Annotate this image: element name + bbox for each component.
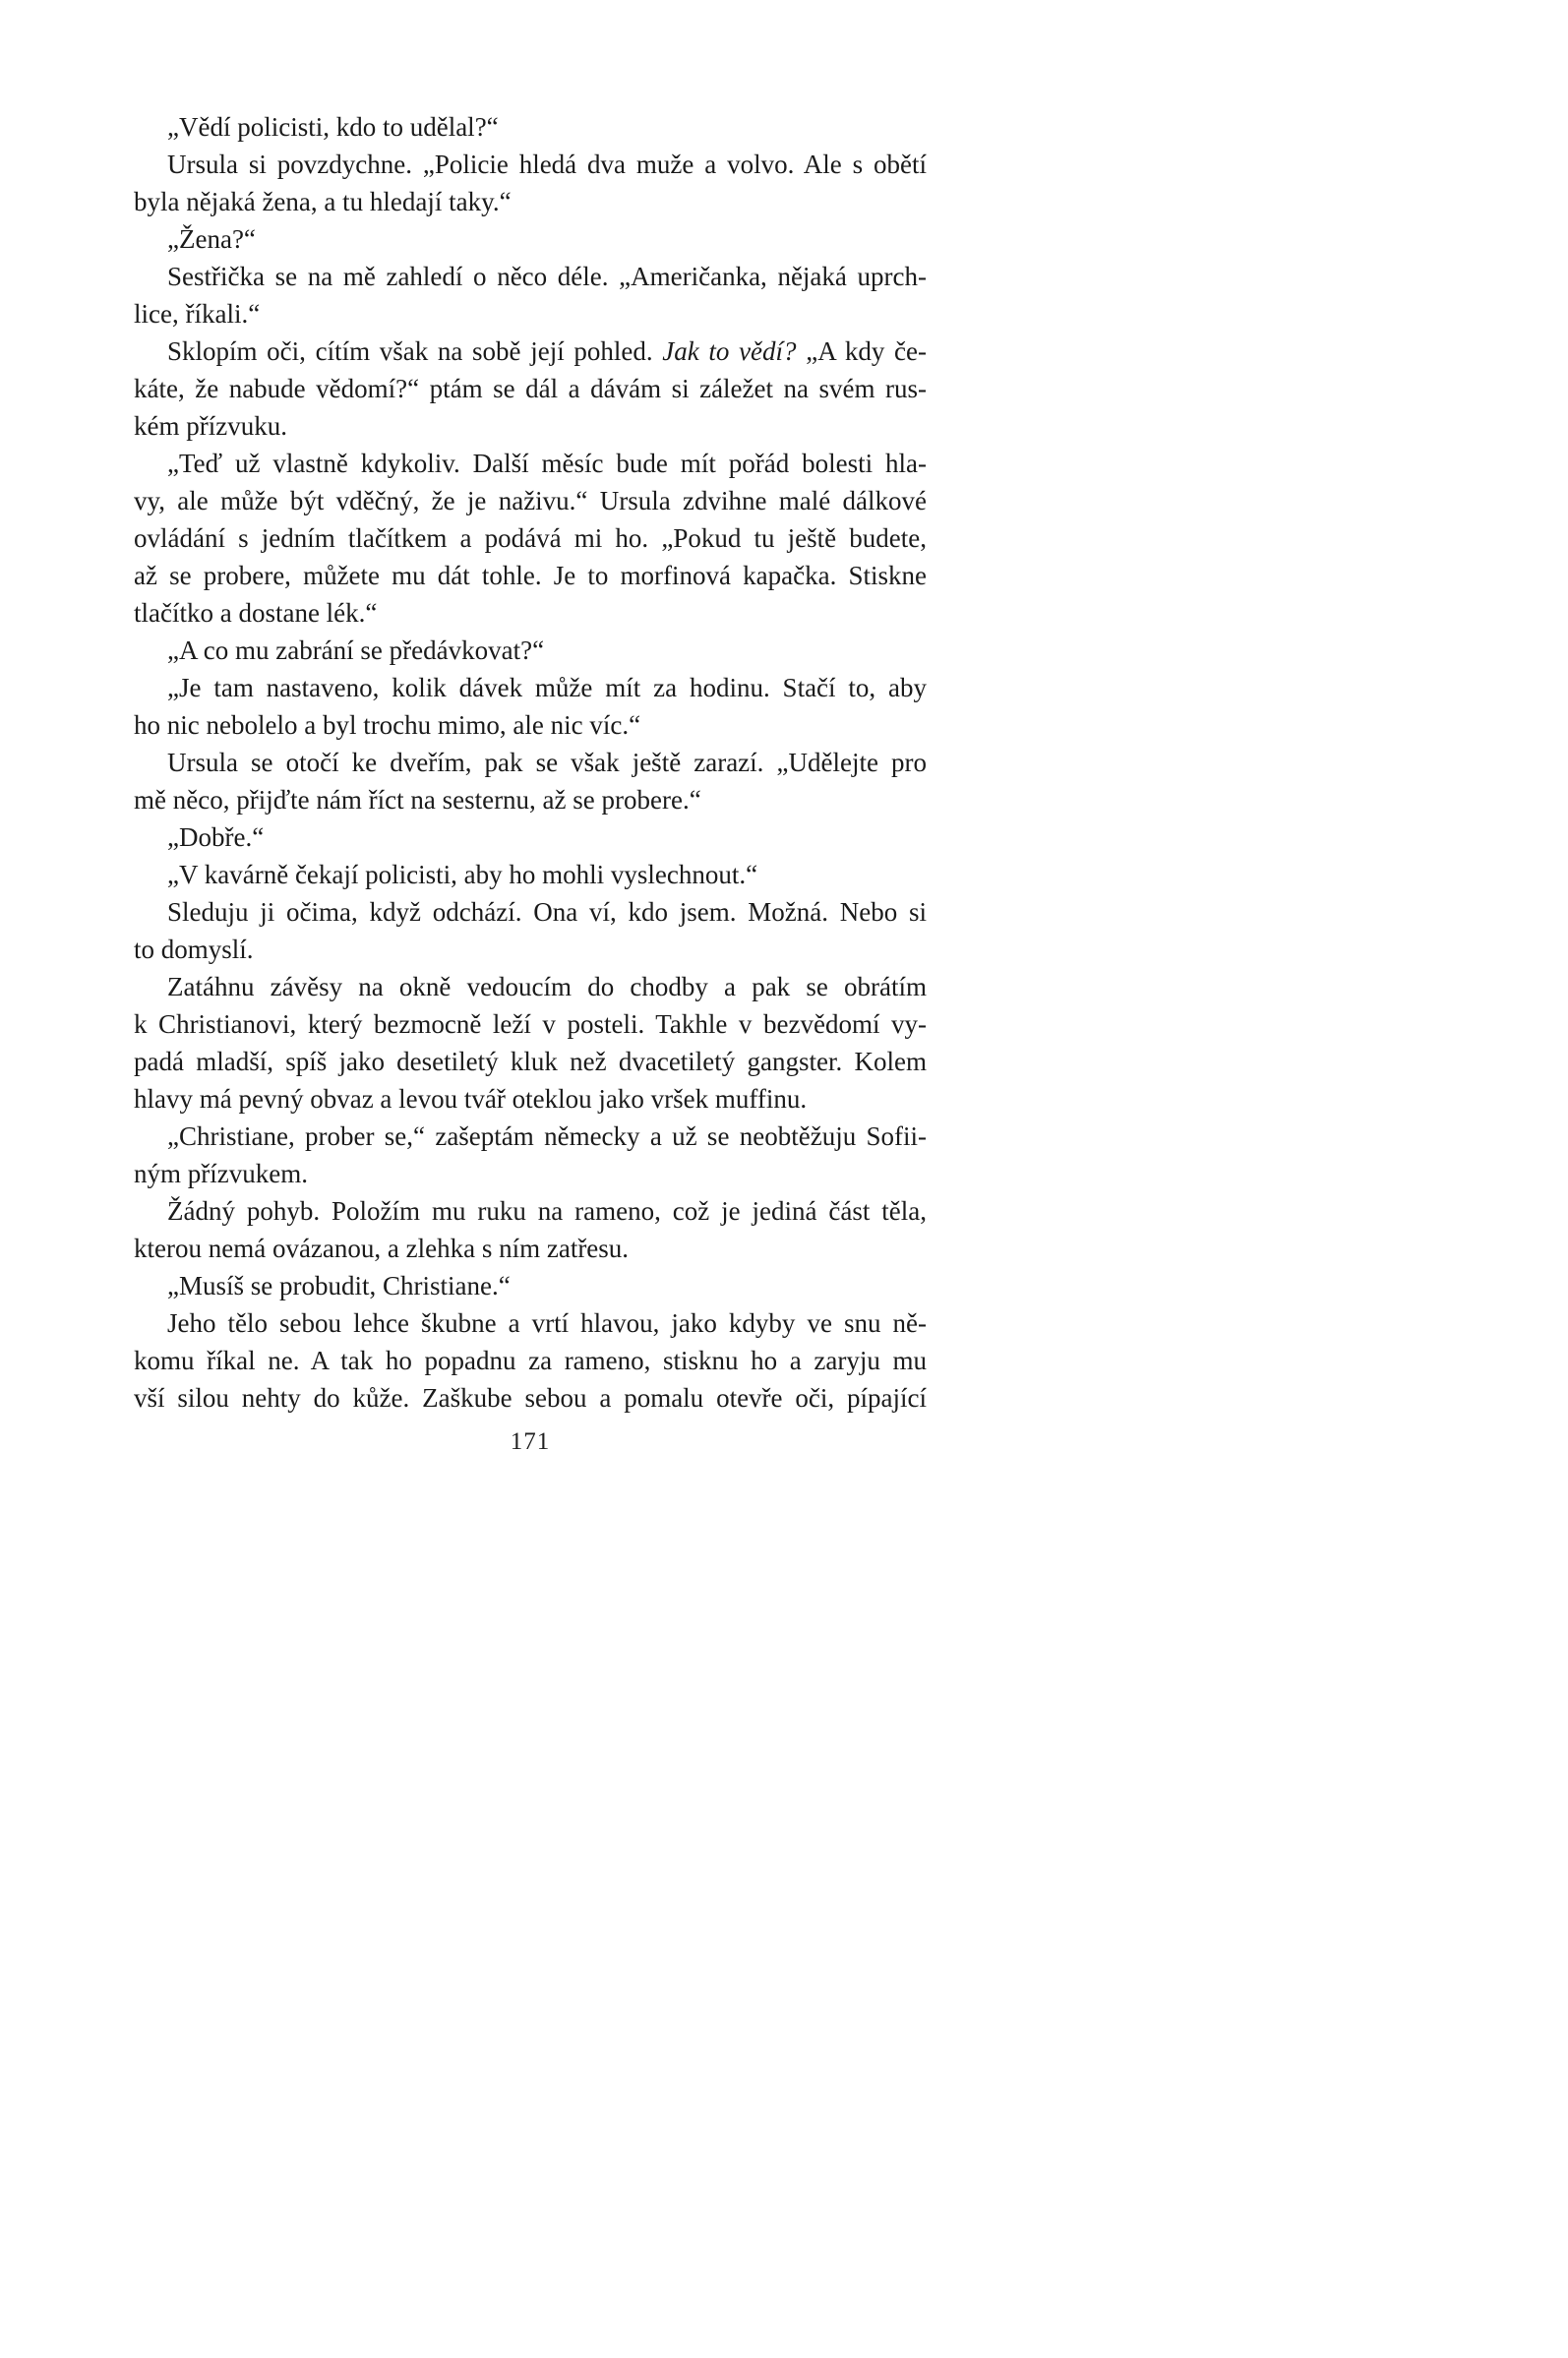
text-segment: mě něco, přijďte nám říct na sesternu, až se probere.“ bbox=[134, 785, 701, 815]
text-line bbox=[134, 1304, 927, 1342]
text-segment: Sklopím oči, cítím však na sobě její pohled. bbox=[167, 336, 663, 366]
text-line bbox=[134, 818, 927, 856]
paragraph bbox=[134, 1267, 927, 1304]
text-segment: komu říkal ne. A tak ho popadnu za rameno, stisknu ho a zaryju mu bbox=[134, 1346, 927, 1375]
text-segment: Sleduju ji očima, když odchází. Ona ví, kdo jsem. Možná. Nebo si bbox=[167, 897, 927, 927]
text-line bbox=[134, 1230, 927, 1267]
text-line bbox=[134, 519, 927, 557]
text-segment: vy, ale může být vděčný, že je naživu.“ Ursula zdvihne malé dálkové bbox=[134, 486, 927, 515]
text-segment: ným přízvukem. bbox=[134, 1159, 308, 1188]
text-segment: ho nic nebolelo a byl trochu mimo, ale nic víc.“ bbox=[134, 710, 641, 740]
paragraph bbox=[134, 669, 927, 744]
text-segment: „A co mu zabrání se předávkovat?“ bbox=[167, 635, 545, 665]
text-line bbox=[134, 333, 927, 370]
paragraph bbox=[134, 146, 927, 220]
text-line bbox=[134, 258, 927, 295]
text-line bbox=[134, 108, 927, 146]
text-line bbox=[134, 1379, 927, 1417]
text-line bbox=[134, 1267, 927, 1304]
page-number: 171 bbox=[510, 1428, 551, 1455]
text-line bbox=[134, 1043, 927, 1080]
text-line bbox=[134, 1005, 927, 1043]
paragraph bbox=[134, 818, 927, 856]
text-line bbox=[134, 407, 927, 445]
text-line bbox=[134, 1080, 927, 1118]
text-line bbox=[134, 931, 927, 968]
text-line bbox=[134, 781, 927, 818]
text-segment: kterou nemá ovázanou, a zlehka s ním zatřesu. bbox=[134, 1234, 630, 1263]
paragraph bbox=[134, 1118, 927, 1192]
text-segment: vší silou nehty do kůže. Zaškube sebou a pomalu otevře oči, pípající bbox=[134, 1383, 927, 1413]
text-line bbox=[134, 706, 927, 744]
text-line bbox=[134, 669, 927, 706]
text-segment: ovládání s jedním tlačítkem a podává mi ho. „Pokud tu ještě budete, bbox=[134, 523, 927, 553]
text-segment: k Christianovi, který bezmocně leží v posteli. Takhle v bezvědomí vy- bbox=[134, 1009, 927, 1039]
text-line bbox=[134, 744, 927, 781]
text-segment: až se probere, můžete mu dát tohle. Je to morfinová kapačka. Stiskne bbox=[134, 561, 927, 590]
text-segment: padá mladší, spíš jako desetiletý kluk než dvacetiletý gangster. Kolem bbox=[134, 1047, 927, 1076]
text-line bbox=[134, 1155, 927, 1192]
italic-text: Jak to vědí? bbox=[662, 336, 797, 366]
text-line bbox=[134, 632, 927, 669]
text-segment: Žádný pohyb. Položím mu ruku na rameno, což je jediná část těla, bbox=[167, 1196, 927, 1226]
text-segment: „Christiane, prober se,“ zašeptám německy a už se neobtěžuju Sofii- bbox=[167, 1121, 927, 1151]
text-segment: to domyslí. bbox=[134, 935, 254, 964]
text-segment: lice, říkali.“ bbox=[134, 299, 261, 329]
text-segment: „Teď už vlastně kdykoliv. Další měsíc bude mít pořád bolesti hla- bbox=[167, 449, 927, 478]
text-line bbox=[134, 594, 927, 632]
text-segment: kém přízvuku. bbox=[134, 411, 287, 441]
paragraph bbox=[134, 968, 927, 1118]
text-line bbox=[134, 295, 927, 333]
text-segment: „V kavárně čekají policisti, aby ho mohli vyslechnout.“ bbox=[167, 860, 758, 889]
text-segment: Sestřička se na mě zahledí o něco déle. „Američanka, nějaká uprch- bbox=[167, 262, 927, 291]
text-line bbox=[134, 370, 927, 407]
text-line bbox=[134, 557, 927, 594]
paragraph bbox=[134, 856, 927, 893]
text-line bbox=[134, 1118, 927, 1155]
text-segment: tlačítko a dostane lék.“ bbox=[134, 598, 378, 628]
paragraph bbox=[134, 1192, 927, 1267]
text-line bbox=[134, 482, 927, 519]
text-segment: „Vědí policisti, kdo to udělal?“ bbox=[167, 112, 499, 142]
paragraph bbox=[134, 632, 927, 669]
paragraph bbox=[134, 445, 927, 632]
text-segment: Ursula se otočí ke dveřím, pak se však ještě zarazí. „Udělejte pro bbox=[167, 748, 927, 777]
text-segment: Ursula si povzdychne. „Policie hledá dva muže a volvo. Ale s obětí bbox=[167, 150, 927, 179]
paragraph bbox=[134, 893, 927, 968]
text-segment: Zatáhnu závěsy na okně vedoucím do chodby a pak se obrátím bbox=[167, 972, 927, 1001]
paragraph bbox=[134, 220, 927, 258]
text-segment: byla nějaká žena, a tu hledají taky.“ bbox=[134, 187, 512, 216]
text-line bbox=[134, 1192, 927, 1230]
paragraph bbox=[134, 108, 927, 146]
text-line bbox=[134, 893, 927, 931]
text-segment: „Žena?“ bbox=[167, 224, 256, 254]
text-line bbox=[134, 1342, 927, 1379]
text-line bbox=[134, 445, 927, 482]
text-line bbox=[134, 183, 927, 220]
text-segment: káte, že nabude vědomí?“ ptám se dál a dávám si záležet na svém rus- bbox=[134, 374, 927, 403]
text-segment: „A kdy če- bbox=[796, 336, 927, 366]
paragraph bbox=[134, 258, 927, 333]
text-block bbox=[134, 108, 927, 1417]
paragraph bbox=[134, 333, 927, 445]
text-line bbox=[134, 856, 927, 893]
text-line bbox=[134, 968, 927, 1005]
text-line bbox=[134, 146, 927, 183]
text-segment: „Je tam nastaveno, kolik dávek může mít za hodinu. Stačí to, aby bbox=[167, 673, 927, 702]
paragraph bbox=[134, 1304, 927, 1417]
text-segment: hlavy má pevný obvaz a levou tvář oteklou jako vršek muffinu. bbox=[134, 1084, 808, 1114]
text-segment: „Musíš se probudit, Christiane.“ bbox=[167, 1271, 511, 1300]
paragraph bbox=[134, 744, 927, 818]
text-segment: „Dobře.“ bbox=[167, 822, 265, 852]
text-segment: Jeho tělo sebou lehce škubne a vrtí hlavou, jako kdyby ve snu ně- bbox=[167, 1308, 927, 1338]
text-line bbox=[134, 220, 927, 258]
